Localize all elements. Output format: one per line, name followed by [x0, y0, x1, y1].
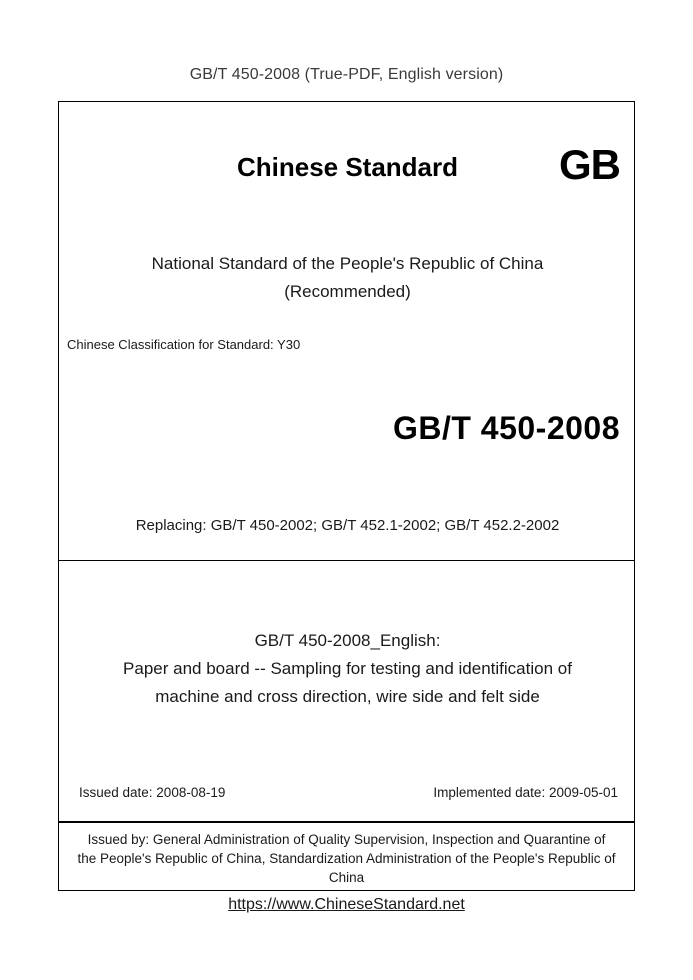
cover-title: Chinese Standard — [236, 152, 459, 182]
issuer-line-3: China — [328, 870, 365, 885]
english-title — [59, 627, 636, 711]
cover-subtitle — [59, 250, 636, 306]
cover-upper-frame — [58, 101, 635, 560]
replacing-standards: Replacing: GB/T 450-2002; GB/T 452.1-2002; GB/T 452.2-2002 — [135, 517, 560, 534]
document-caption: GB/T 450-2008 (True-PDF, English version) — [189, 66, 504, 83]
footer-website-link[interactable]: https://www.ChineseStandard.net — [228, 896, 465, 913]
english-title-line-2: Paper and board -- Sampling for testing and identification of — [123, 659, 572, 678]
gb-logo-mark: GB — [559, 141, 620, 188]
classification-code: Chinese Classification for Standard: Y30 — [67, 337, 301, 352]
issuer-line-2: the People's Republic of China, Standardization Administration of the People's Republic of — [77, 851, 616, 866]
english-title-line-3: machine and cross direction, wire side and felt side — [155, 687, 540, 706]
implemented-date: Implemented date: 2009-05-01 — [433, 785, 618, 800]
cover-subtitle-line-1: National Standard of the People's Republic of China — [151, 254, 544, 273]
cover-lower-frame — [58, 560, 635, 822]
issuer-box — [58, 822, 635, 891]
standard-number: GB/T 450-2008 — [392, 410, 620, 446]
cover-subtitle-line-2: (Recommended) — [284, 282, 411, 301]
issued-date: Issued date: 2008-08-19 — [79, 785, 226, 800]
issuer-line-1: Issued by: General Administration of Quality Supervision, Inspection and Quarantine of — [87, 832, 606, 847]
english-title-line-1: GB/T 450-2008_English: — [254, 631, 441, 650]
